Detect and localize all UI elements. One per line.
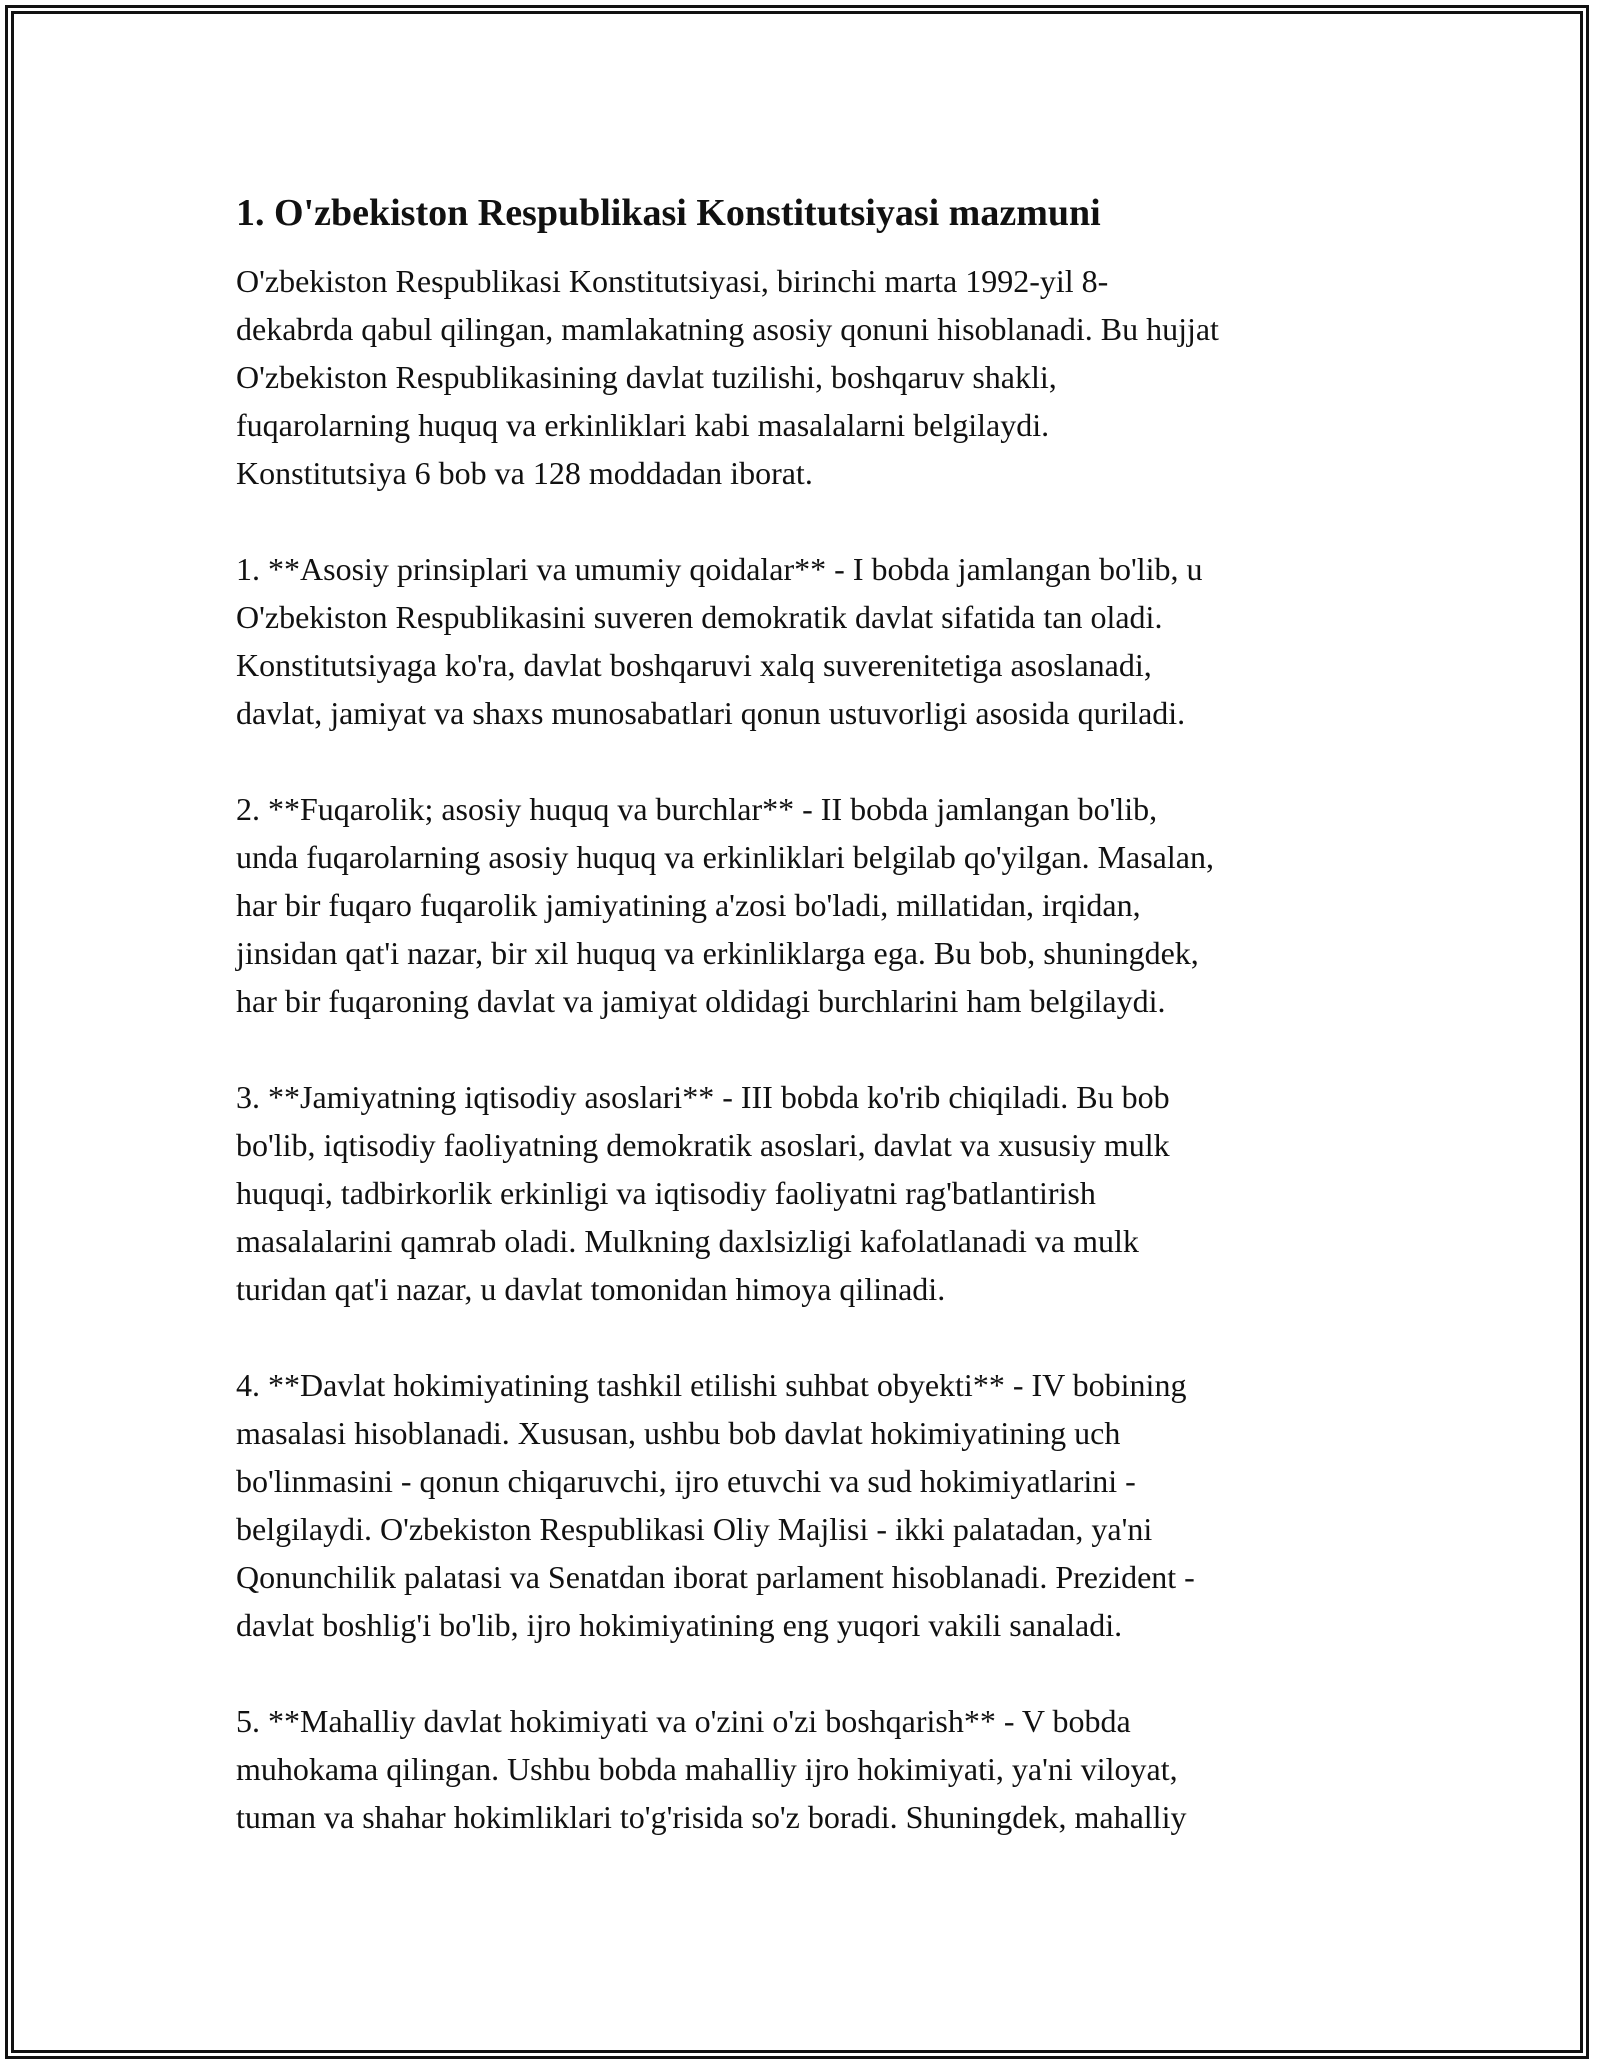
- text-line: 5. **Mahalliy davlat hokimiyati va o'zini o'zi boshqarish** - V bobda: [236, 1703, 1131, 1739]
- text-line: 4. **Davlat hokimiyatining tashkil etilishi suhbat obyekti** - IV bobining: [236, 1367, 1187, 1403]
- document-body: [236, 185, 1376, 1889]
- section-paragraph-1: [236, 545, 1376, 737]
- section-paragraph-4: [236, 1361, 1376, 1649]
- paragraph-list: [236, 257, 1376, 1841]
- text-line: belgilaydi. O'zbekiston Respublikasi Oliy Majlisi - ikki palatadan, ya'ni: [236, 1511, 1153, 1547]
- section-paragraph-3: [236, 1073, 1376, 1313]
- text-line: dekabrda qabul qilingan, mamlakatning asosiy qonuni hisoblanadi. Bu hujjat: [236, 311, 1219, 347]
- text-line: Konstitutsiya 6 bob va 128 moddadan iborat.: [236, 455, 813, 491]
- text-line: turidan qat'i nazar, u davlat tomonidan himoya qilinadi.: [236, 1271, 946, 1307]
- text-line: Qonunchilik palatasi va Senatdan iborat parlament hisoblanadi. Prezident -: [236, 1559, 1195, 1595]
- page-title: 1. O'zbekiston Respublikasi Konstitutsiyasi mazmuni: [236, 192, 1101, 234]
- text-line: 3. **Jamiyatning iqtisodiy asoslari** - III bobda ko'rib chiqiladi. Bu bob: [236, 1079, 1170, 1115]
- text-line: bo'lib, iqtisodiy faoliyatning demokratik asoslari, davlat va xususiy mulk: [236, 1127, 1170, 1163]
- intro-paragraph: [236, 257, 1376, 497]
- text-line: tuman va shahar hokimliklari to'g'risida so'z boradi. Shuningdek, mahalliy: [236, 1799, 1187, 1835]
- text-line: masalasi hisoblanadi. Xususan, ushbu bob davlat hokimiyatining uch: [236, 1415, 1121, 1451]
- text-line: unda fuqarolarning asosiy huquq va erkinliklari belgilab qo'yilgan. Masalan,: [236, 839, 1214, 875]
- text-line: bo'linmasini - qonun chiqaruvchi, ijro etuvchi va sud hokimiyatlarini -: [236, 1463, 1136, 1499]
- text-line: davlat boshlig'i bo'lib, ijro hokimiyatining eng yuqori vakili sanaladi.: [236, 1607, 1123, 1643]
- section-paragraph-2: [236, 785, 1376, 1025]
- text-line: muhokama qilingan. Ushbu bobda mahalliy ijro hokimiyati, ya'ni viloyat,: [236, 1751, 1178, 1787]
- section-paragraph-5: [236, 1697, 1376, 1841]
- text-line: O'zbekiston Respublikasining davlat tuzilishi, boshqaruv shakli,: [236, 359, 1057, 395]
- text-line: 2. **Fuqarolik; asosiy huquq va burchlar** - II bobda jamlangan bo'lib,: [236, 791, 1158, 827]
- text-line: masalalarini qamrab oladi. Mulkning daxlsizligi kafolatlanadi va mulk: [236, 1223, 1139, 1259]
- text-line: O'zbekiston Respublikasi Konstitutsiyasi, birinchi marta 1992-yil 8-: [236, 263, 1109, 299]
- text-line: 1. **Asosiy prinsiplari va umumiy qoidalar** - I bobda jamlangan bo'lib, u: [236, 551, 1203, 587]
- text-line: har bir fuqaro fuqarolik jamiyatining a'zosi bo'ladi, millatidan, irqidan,: [236, 887, 1141, 923]
- text-line: fuqarolarning huquq va erkinliklari kabi masalalarni belgilaydi.: [236, 407, 1050, 443]
- text-line: davlat, jamiyat va shaxs munosabatlari qonun ustuvorligi asosida quriladi.: [236, 695, 1186, 731]
- text-line: jinsidan qat'i nazar, bir xil huquq va erkinliklarga ega. Bu bob, shuningdek,: [236, 935, 1199, 971]
- text-line: huquqi, tadbirkorlik erkinligi va iqtisodiy faoliyatni rag'batlantirish: [236, 1175, 1096, 1211]
- text-line: O'zbekiston Respublikasini suveren demokratik davlat sifatida tan oladi.: [236, 599, 1163, 635]
- text-line: Konstitutsiyaga ko'ra, davlat boshqaruvi xalq suverenitetiga asoslanadi,: [236, 647, 1152, 683]
- text-line: har bir fuqaroning davlat va jamiyat oldidagi burchlarini ham belgilaydi.: [236, 983, 1166, 1019]
